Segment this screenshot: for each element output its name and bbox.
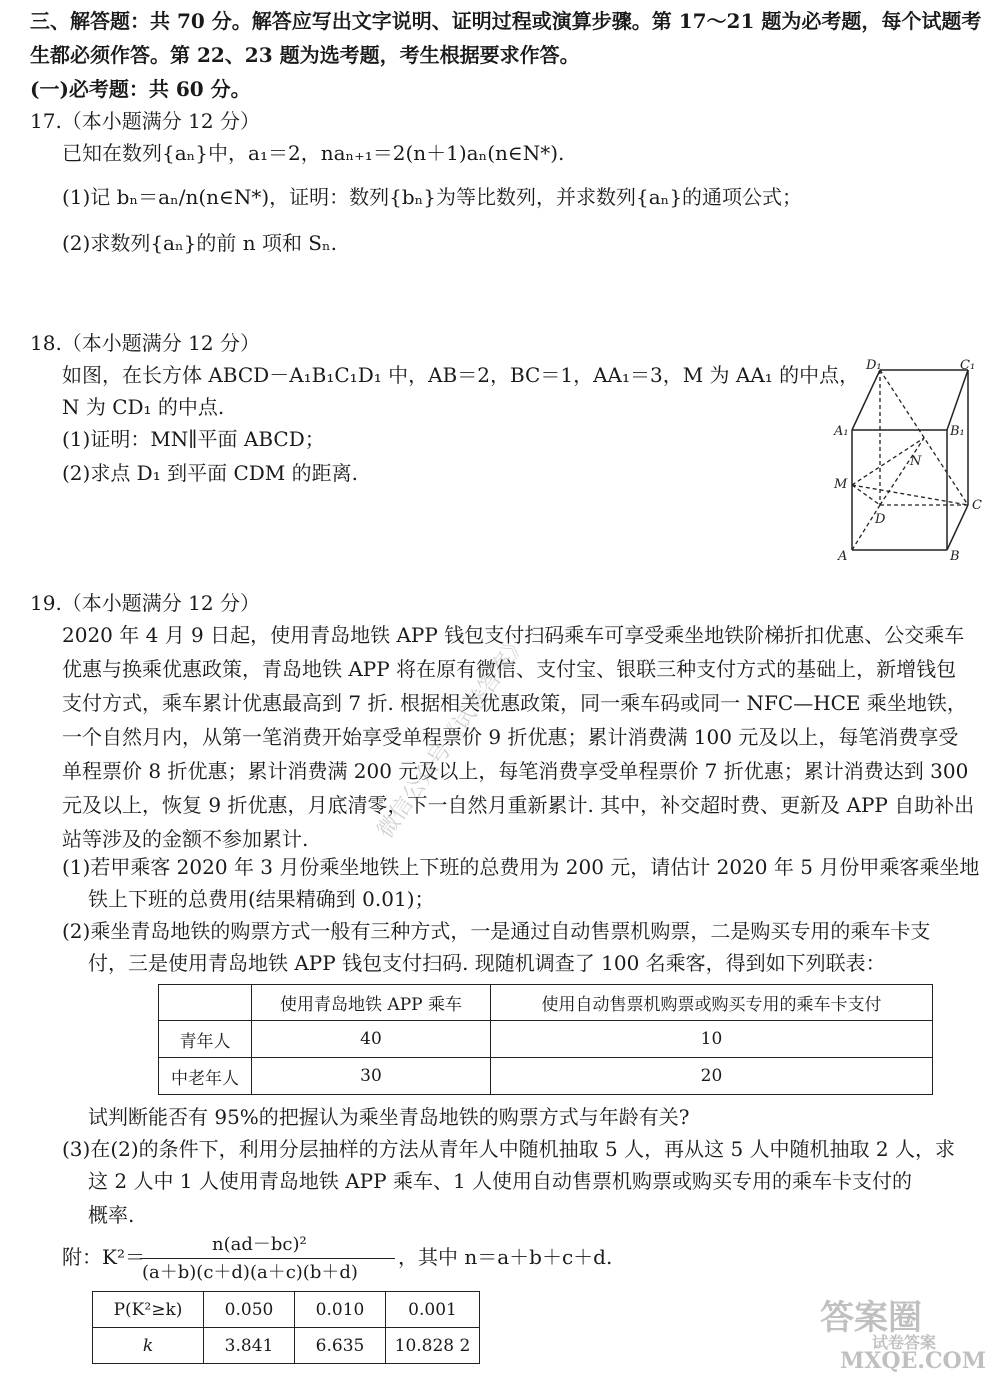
table-row: [93, 1328, 480, 1364]
q18-part1: (1)证明：MN∥平面 ABCD；: [62, 427, 325, 451]
q19-part3-line2: 这 2 人中 1 人使用青岛地铁 APP 乘车、1 人使用自动售票机购票或购买专用的乘车卡支付的: [88, 1169, 913, 1193]
table-cell: 40: [252, 1021, 491, 1058]
q17-part1: (1)记 bₙ＝aₙ/n(n∈N*)，证明：数列{bₙ}为等比数列，并求数列{aₙ}的通项公式；: [62, 185, 803, 209]
appendix-suffix: ，其中 n＝a＋b＋c＋d.: [398, 1245, 613, 1269]
q18-stem-line1: 如图，在长方体 ABCD－A₁B₁C₁D₁ 中，AB＝2，BC＝1，AA₁＝3，M 为 AA₁ 的中点，: [62, 363, 860, 387]
q19-para-line7: 站等涉及的金额不参加累计.: [62, 827, 309, 851]
table-cell: 青年人: [159, 1021, 252, 1058]
label-m: M: [834, 477, 848, 492]
label-c: C: [972, 498, 982, 513]
table-row: [93, 1292, 480, 1328]
table-cell: 6.635: [295, 1328, 386, 1364]
q19-part2-question: 试判断能否有 95%的把握认为乘坐青岛地铁的购票方式与年龄有关?: [88, 1105, 690, 1129]
label-d1: D₁: [866, 358, 882, 373]
q19-para-line5: 单程票价 8 折优惠；累计消费满 200 元及以上，每笔消费享受单程票价 7 折优惠；累计消费达到 300: [62, 759, 969, 783]
table-header-cell: 使用青岛地铁 APP 乘车: [252, 985, 491, 1021]
table-cell: 0.010: [295, 1292, 386, 1328]
part-heading: (一)必考题：共 60 分。: [30, 77, 251, 101]
table-cell: 中老年人: [159, 1058, 252, 1095]
logo-sub-watermark: 试卷答案: [872, 1333, 937, 1352]
q19-para-line4: 一个自然月内，从第一笔消费开始享受单程票价 9 折优惠；累计消费满 100 元及以上，每笔消费享受: [62, 725, 959, 749]
label-a1: A₁: [834, 424, 849, 439]
table-header-cell: [159, 985, 252, 1021]
table-cell: k: [93, 1328, 204, 1364]
q19-para-line1: 2020 年 4 月 9 日起，使用青岛地铁 APP 钱包支付扫码乘车可享受乘坐地铁阶梯折扣优惠、公交乘车: [62, 623, 965, 647]
logo-watermark: 答案圈: [820, 1298, 922, 1338]
table-cell: 3.841: [204, 1328, 295, 1364]
q19-part1-line2: 铁上下班的总费用(结果精确到 0.01)；: [88, 887, 435, 911]
section-header-line1: 三、解答题：共 70 分。解答应写出文字说明、证明过程或演算步骤。第 17～21 题为必考题，每个试题考: [30, 9, 982, 33]
table-cell: 0.050: [204, 1292, 295, 1328]
table-row: [159, 1058, 933, 1095]
table-cell: 30: [252, 1058, 491, 1095]
table-cell: 20: [491, 1058, 933, 1095]
q18-title: 18.（本小题满分 12 分）: [30, 331, 260, 355]
label-n: N: [910, 454, 922, 469]
diagonal-watermark: 微信公众号《试卷答案》: [372, 630, 533, 843]
critical-value-table: [92, 1291, 480, 1364]
contingency-table: [158, 984, 933, 1095]
q17-part2: (2)求数列{aₙ}的前 n 项和 Sₙ.: [62, 231, 338, 255]
table-row: [159, 1021, 933, 1058]
site-watermark: MXQE.COM: [840, 1348, 987, 1374]
q17-stem: 已知在数列{aₙ}中，a₁＝2，naₙ₊₁＝2(n＋1)aₙ(n∈N*).: [62, 141, 565, 165]
q19-part3-line3: 概率.: [88, 1203, 135, 1227]
q17-title: 17.（本小题满分 12 分）: [30, 109, 260, 133]
section-header-line2: 生都必须作答。第 22、23 题为选考题，考生根据要求作答。: [30, 43, 580, 67]
q18-stem-line2: N 为 CD₁ 的中点.: [62, 395, 225, 419]
fraction-bar: [140, 1258, 395, 1259]
label-b1: B₁: [950, 424, 965, 439]
formula-denominator: (a＋b)(c＋d)(a＋c)(b＋d): [142, 1262, 358, 1283]
appendix-prefix: 附：K²＝: [62, 1245, 145, 1269]
table-cell: 10: [491, 1021, 933, 1058]
q19-part3-line1: (3)在(2)的条件下，利用分层抽样的方法从青年人中随机抽取 5 人，再从这 5 人中随机抽取 2 人，求: [62, 1137, 955, 1161]
contingency-header-row: [159, 985, 933, 1021]
table-cell: 0.001: [386, 1292, 480, 1328]
label-d: D: [875, 512, 886, 527]
q19-part2-line2: 付，三是使用青岛地铁 APP 钱包支付扫码. 现随机调查了 100 名乘客，得到如下列联表：: [88, 951, 886, 975]
q19-para-line2: 优惠与换乘优惠政策，青岛地铁 APP 将在原有微信、支付宝、银联三种支付方式的基础上，新增钱包: [62, 657, 957, 681]
label-b: B: [950, 549, 960, 564]
table-cell: 10.828 2: [386, 1328, 480, 1364]
q19-para-line6: 元及以上，恢复 9 折优惠，月底清零，下一自然月重新累计. 其中，补交超时费、更新及 APP 自助补出: [62, 793, 975, 817]
q19-title: 19.（本小题满分 12 分）: [30, 591, 260, 615]
q19-para-line3: 支付方式，乘车累计优惠最高到 7 折. 根据相关优惠政策，同一乘车码或同一 NFC—HCE 乘坐地铁，: [62, 691, 967, 715]
q18-part2: (2)求点 D₁ 到平面 CDM 的距离.: [62, 461, 358, 485]
q19-part2-line1: (2)乘坐青岛地铁的购票方式一般有三种方式，一是通过自动售票机购票，二是购买专用的乘车卡支: [62, 919, 931, 943]
formula-numerator: n(ad－bc)²: [212, 1234, 307, 1255]
table-header-cell: 使用自动售票机购票或购买专用的乘车卡支付: [491, 985, 933, 1021]
label-a: A: [838, 549, 848, 564]
label-c1: C₁: [960, 358, 976, 373]
table-cell: P(K²≥k): [93, 1292, 204, 1328]
cuboid-figure: [820, 355, 995, 570]
q19-part1-line1: (1)若甲乘客 2020 年 3 月份乘坐地铁上下班的总费用为 200 元，请估计 2020 年 5 月份甲乘客乘坐地: [62, 855, 980, 879]
